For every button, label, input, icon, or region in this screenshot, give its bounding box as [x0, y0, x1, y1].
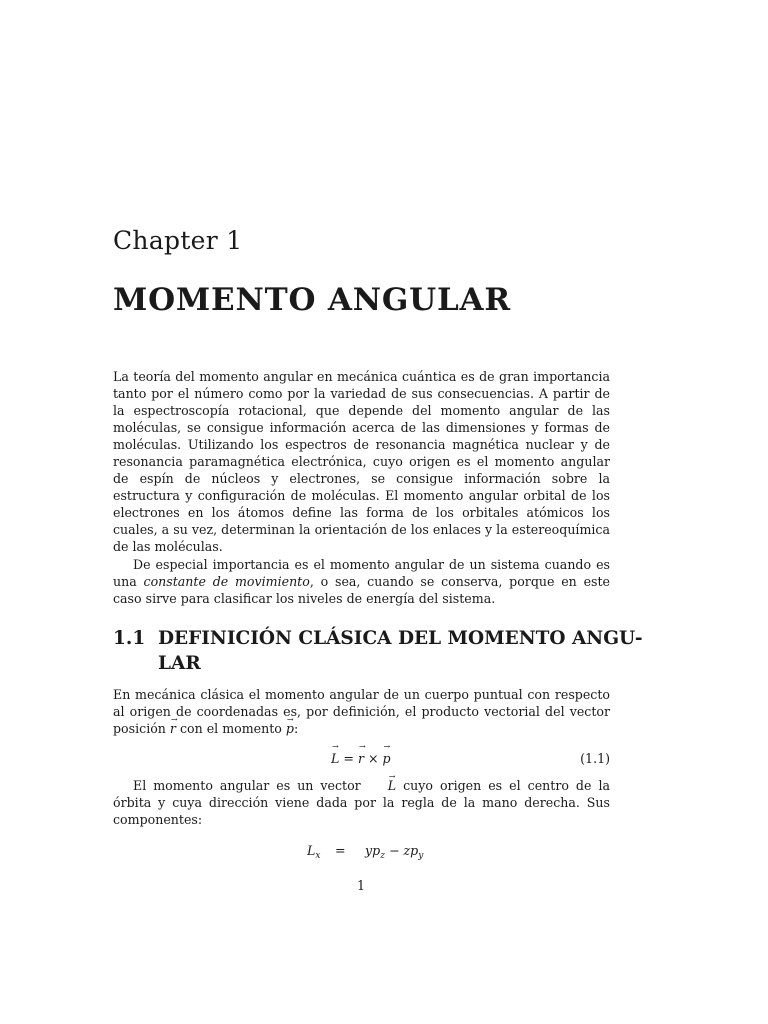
- section-heading: [113, 626, 643, 676]
- angular-momentum-vector-L: → L: [368, 777, 396, 794]
- eq2-lhs-symbol: L: [307, 843, 316, 858]
- section-title-line-2: LAR: [158, 653, 201, 674]
- vector-text-a: El momento angular es un vector: [133, 778, 368, 793]
- intro-paragraph: La teoría del momento angular en mecánica cuántica es de gran importancia tanto por el número como por la variedad de sus consecuencias. A partir de la espectroscopía rotacional, que depende del momento angular de las moléculas, se consigue información acerca de las dimensiones y formas de moléculas. Utilizando los espectros de resonancia magnética nuclear y de resonancia paramagnética electrónica, cuyo origen es el momento angular de espín de núcleos y electrones, se consigue información sobre la estructura y configuración de moléculas. El momento angular orbital de los electrones en los átomos define las forma de los orbitales atómicos los cuales, a su vez, determinan la orientación de los enlaces y la estereoquímica de las moléculas.: [113, 369, 610, 554]
- classical-text-c: :: [293, 721, 299, 736]
- eq2-term-y-sub: z: [380, 851, 385, 861]
- equation-expression: [331, 751, 391, 766]
- component-equation-Lx: [307, 843, 427, 863]
- momentum-vector-p: → p: [286, 720, 294, 737]
- eq-angular-momentum-L: → L: [331, 751, 339, 766]
- classical-text-a: En mecánica clásica el momento angular de un cuerpo puntual con respecto al origen de coordenadas es, por definición, el producto vectorial del vector posición: [113, 687, 610, 736]
- classical-text-b: con el momento: [175, 721, 286, 736]
- second-paragraph-text-end: , o sea, cuando se conserva, porque en este caso sirve para clasificar los niveles de energía del sistema.: [113, 574, 610, 606]
- page-number: 1: [356, 878, 365, 893]
- eq-position-r: → r: [358, 751, 364, 766]
- eq2-rhs: [365, 843, 424, 861]
- eq2-term-y: yp: [365, 843, 381, 858]
- position-vector-r: → r: [170, 720, 176, 737]
- eq-times: ×: [363, 751, 383, 766]
- section-title-line-1: DEFINICIÓN CLÁSICA DEL MOMENTO ANGU-: [158, 628, 643, 649]
- section-heading-line-1: [113, 626, 643, 651]
- eq-momentum-p: → p: [383, 751, 391, 766]
- second-paragraph: [113, 556, 610, 607]
- classical-definition-paragraph: [113, 686, 610, 737]
- second-paragraph-text-start: De especial importancia es el momento angular de un sistema cuando es una: [113, 557, 610, 589]
- equation-1-1: [113, 751, 610, 771]
- eq2-equals: =: [335, 843, 346, 858]
- eq2-lhs-subscript: x: [315, 851, 321, 861]
- eq2-term-z: zp: [403, 843, 419, 858]
- eq2-term-z-sub: y: [418, 851, 424, 861]
- vector-text-b: cuyo origen es el centro de la órbita y cuya dirección viene dada por la regla de la mano derecha. Sus componentes:: [113, 778, 610, 827]
- vector-description-paragraph: [113, 777, 610, 828]
- equation-number: (1.1): [580, 751, 610, 766]
- constant-of-motion-term: constante de movimiento: [143, 574, 310, 589]
- eq-equals: =: [339, 751, 358, 766]
- eq2-minus: −: [384, 843, 404, 858]
- eq2-lhs: [307, 843, 321, 861]
- chapter-title: MOMENTO ANGULAR: [113, 282, 511, 318]
- section-number: 1.1: [113, 628, 146, 649]
- chapter-label: Chapter 1: [113, 226, 243, 255]
